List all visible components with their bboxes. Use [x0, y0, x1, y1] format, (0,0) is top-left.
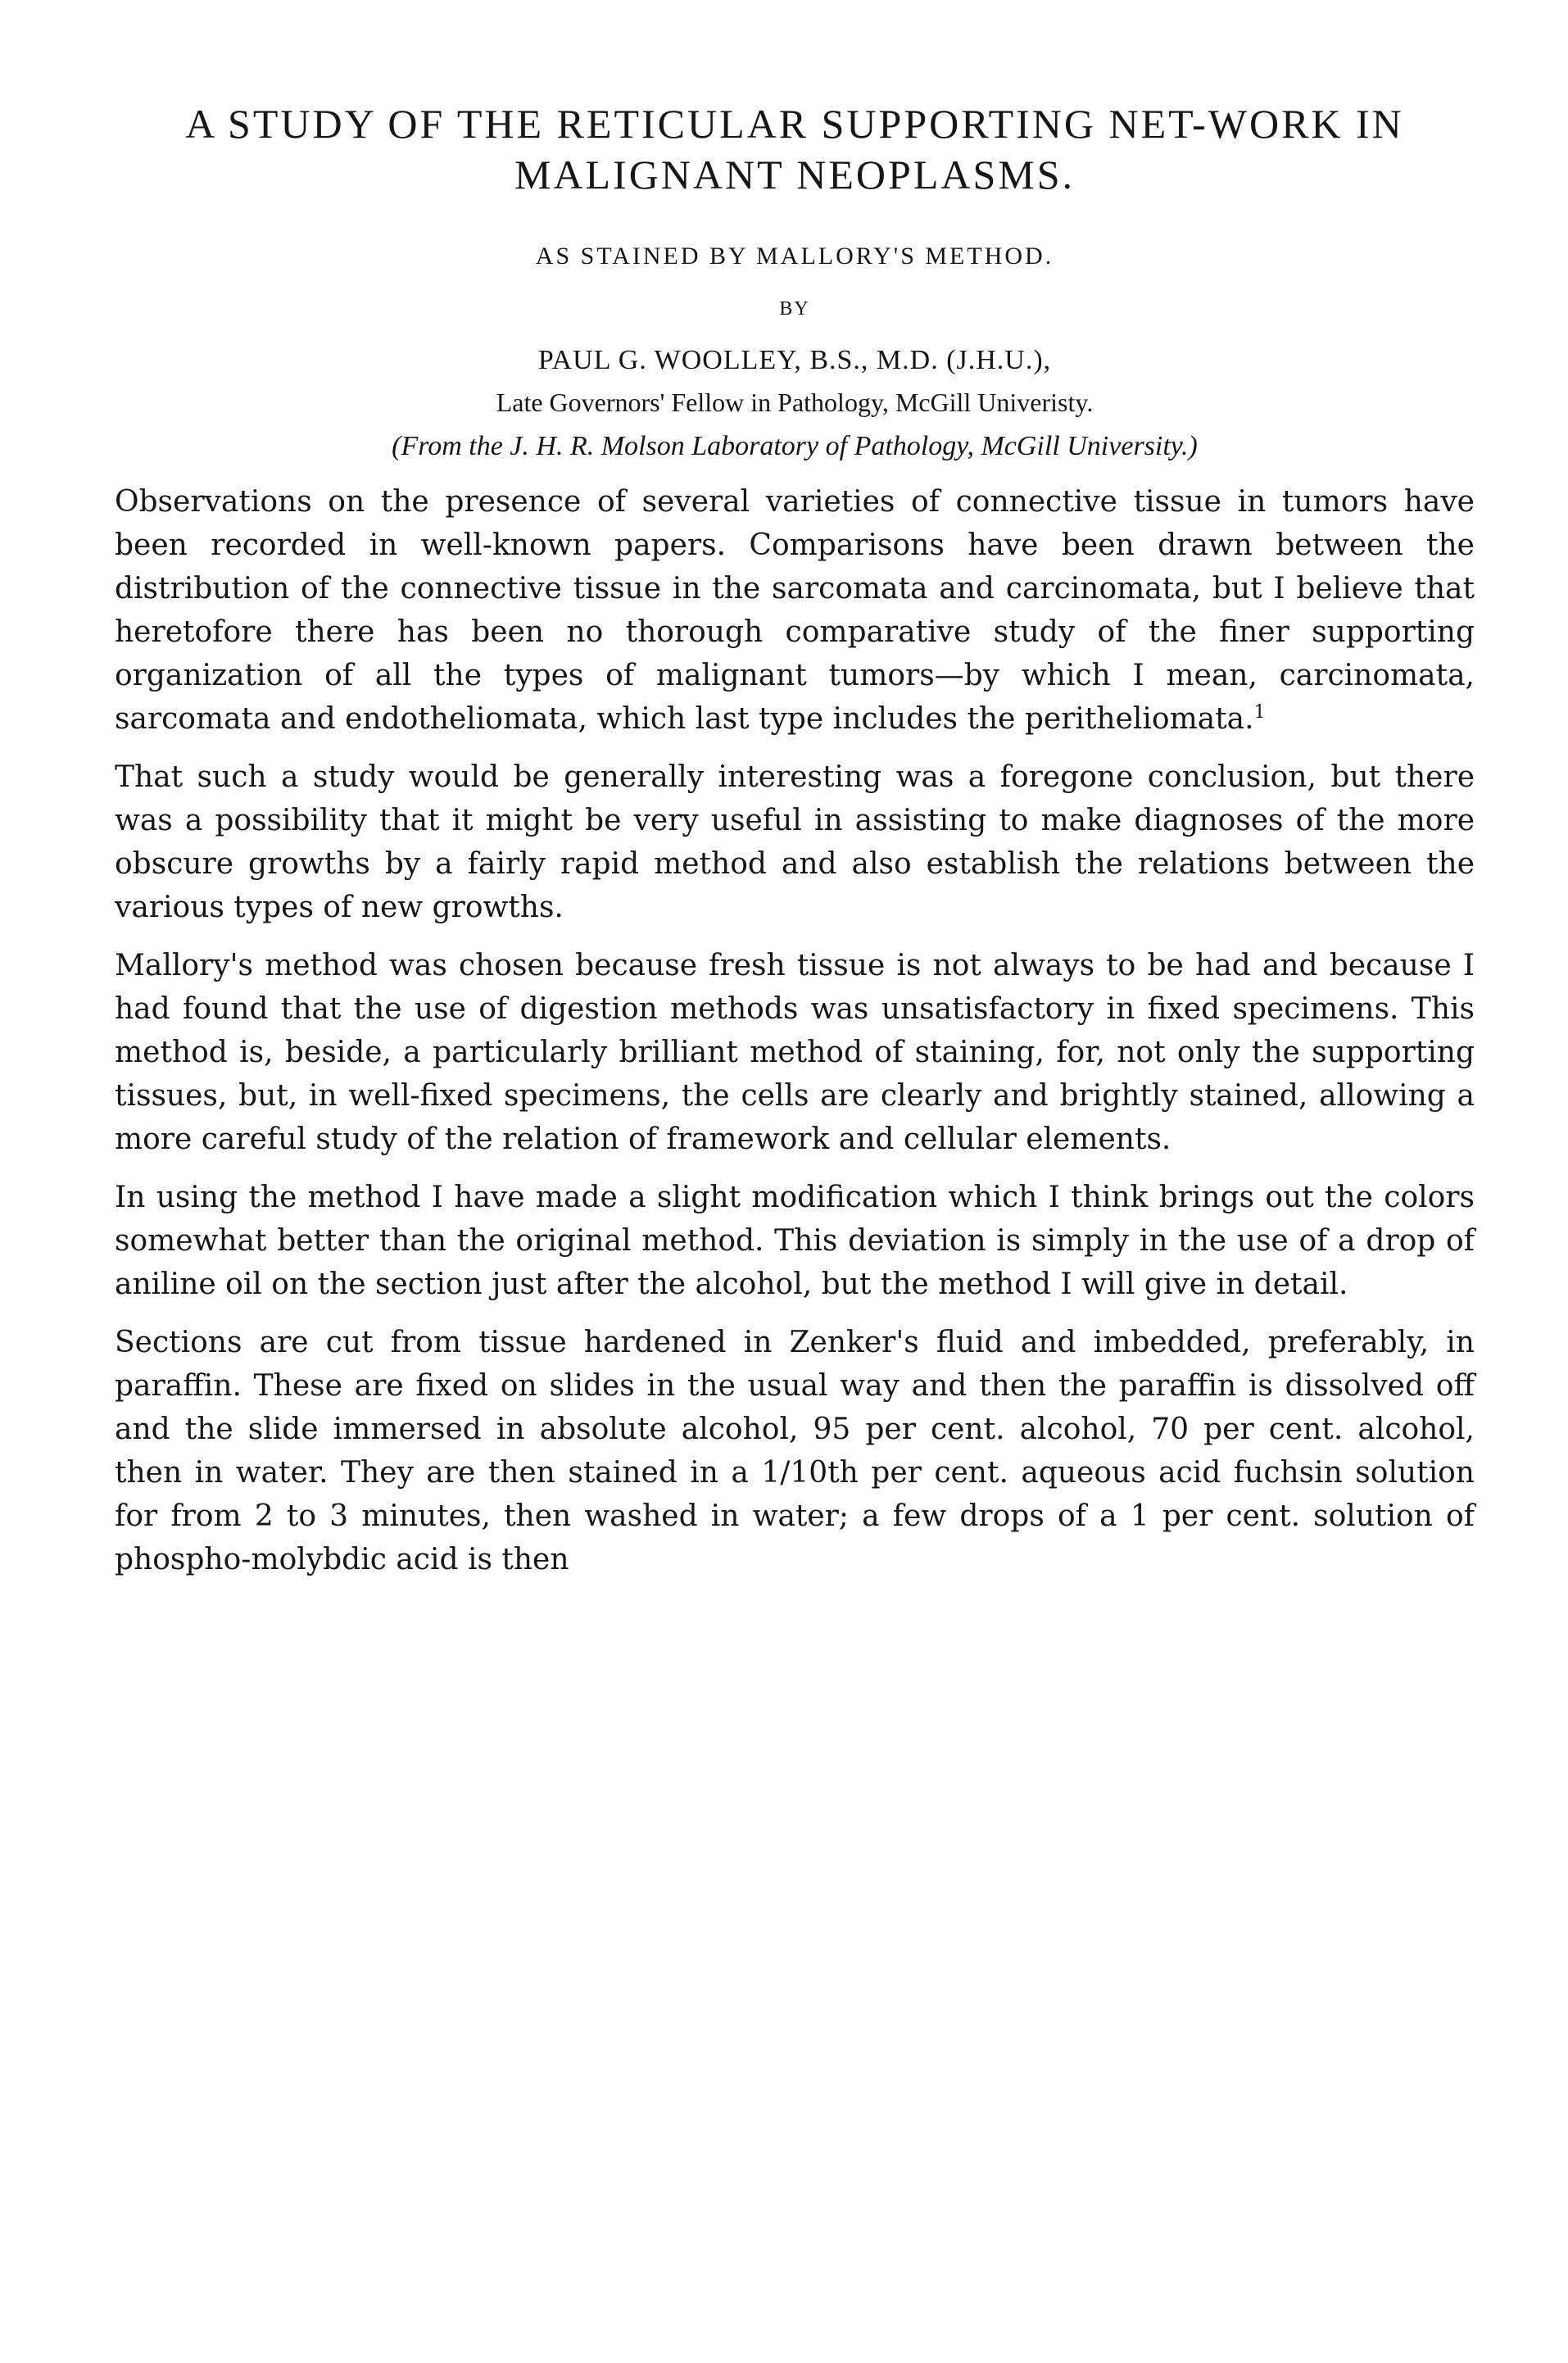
paragraph-1 — [115, 480, 1475, 741]
paragraph-5: Sections are cut from tissue hardened in Zenker's fluid and imbedded, preferably, in paraffin. These are fixed on slides in the usual way and then the paraffin is dissolved off and the slide immersed in absolute alcohol, 95 per cent. alcohol, 70 per cent. alcohol, then in water. They are then stained in a 1/10th per cent. aqueous acid fuchsin solution for from 2 to 3 minutes, then washed in water; a few drops of a 1 per cent. solution of phospho-molybdic acid is then — [115, 1326, 1475, 1576]
laboratory-source: (From the J. H. R. Molson Laboratory of Pathology, McGill University.) — [392, 431, 1198, 461]
byline-label: BY — [779, 298, 810, 320]
paragraph-1-text: Observations on the presence of several varieties of connective tissue in tumors have been recorded in well-known papers. Comparisons have been drawn between the distribution of the connective tissue in the sarcomata and carcinomata, but I believe that heretofore there has been no thorough comparative study of the finer supporting organization of all the types of malignant tumors—by which I mean, carcinomata, sarcomata and endotheliomata, which last type includes the peritheliomata. — [115, 485, 1475, 736]
article-body — [115, 480, 1475, 1581]
paragraph-3: Mallory's method was chosen because fresh tissue is not always to be had and because I had found that the use of digestion methods was unsatisfactory in fixed specimens. This method is, beside, a particularly brilliant method of staining, for, not only the supporting tissues, but, in well-fixed specimens, the cells are clearly and brightly stained, allowing a more careful study of the relation of framework and cellular elements. — [115, 949, 1475, 1156]
article-title: A STUDY OF THE RETICULAR SUPPORTING NET-WORK IN MALIGNANT NEOPLASMS. — [185, 101, 1404, 197]
footnote-marker: 1 — [1253, 702, 1266, 723]
paragraph-2: That such a study would be generally interesting was a foregone conclusion, but there was a possibility that it might be very useful in assisting to make diagnoses of the more obscure growths by a fairly rapid method and also establish the relations between the various types of new growths. — [115, 760, 1475, 924]
article-page — [115, 98, 1475, 1596]
paragraph-4: In using the method I have made a slight modification which I think brings out the colors somewhat better than the original method. This deviation is simply in the use of a drop of aniline oil on the section just after the alcohol, but the method I will give in detail. — [115, 1181, 1475, 1301]
article-subtitle: AS STAINED BY MALLORY'S METHOD. — [535, 243, 1054, 270]
author-affiliation: Late Governors' Fellow in Pathology, McGill Univeristy. — [496, 388, 1094, 417]
author-name: PAUL G. WOOLLEY, B.S., M.D. (J.H.U.), — [537, 345, 1052, 375]
